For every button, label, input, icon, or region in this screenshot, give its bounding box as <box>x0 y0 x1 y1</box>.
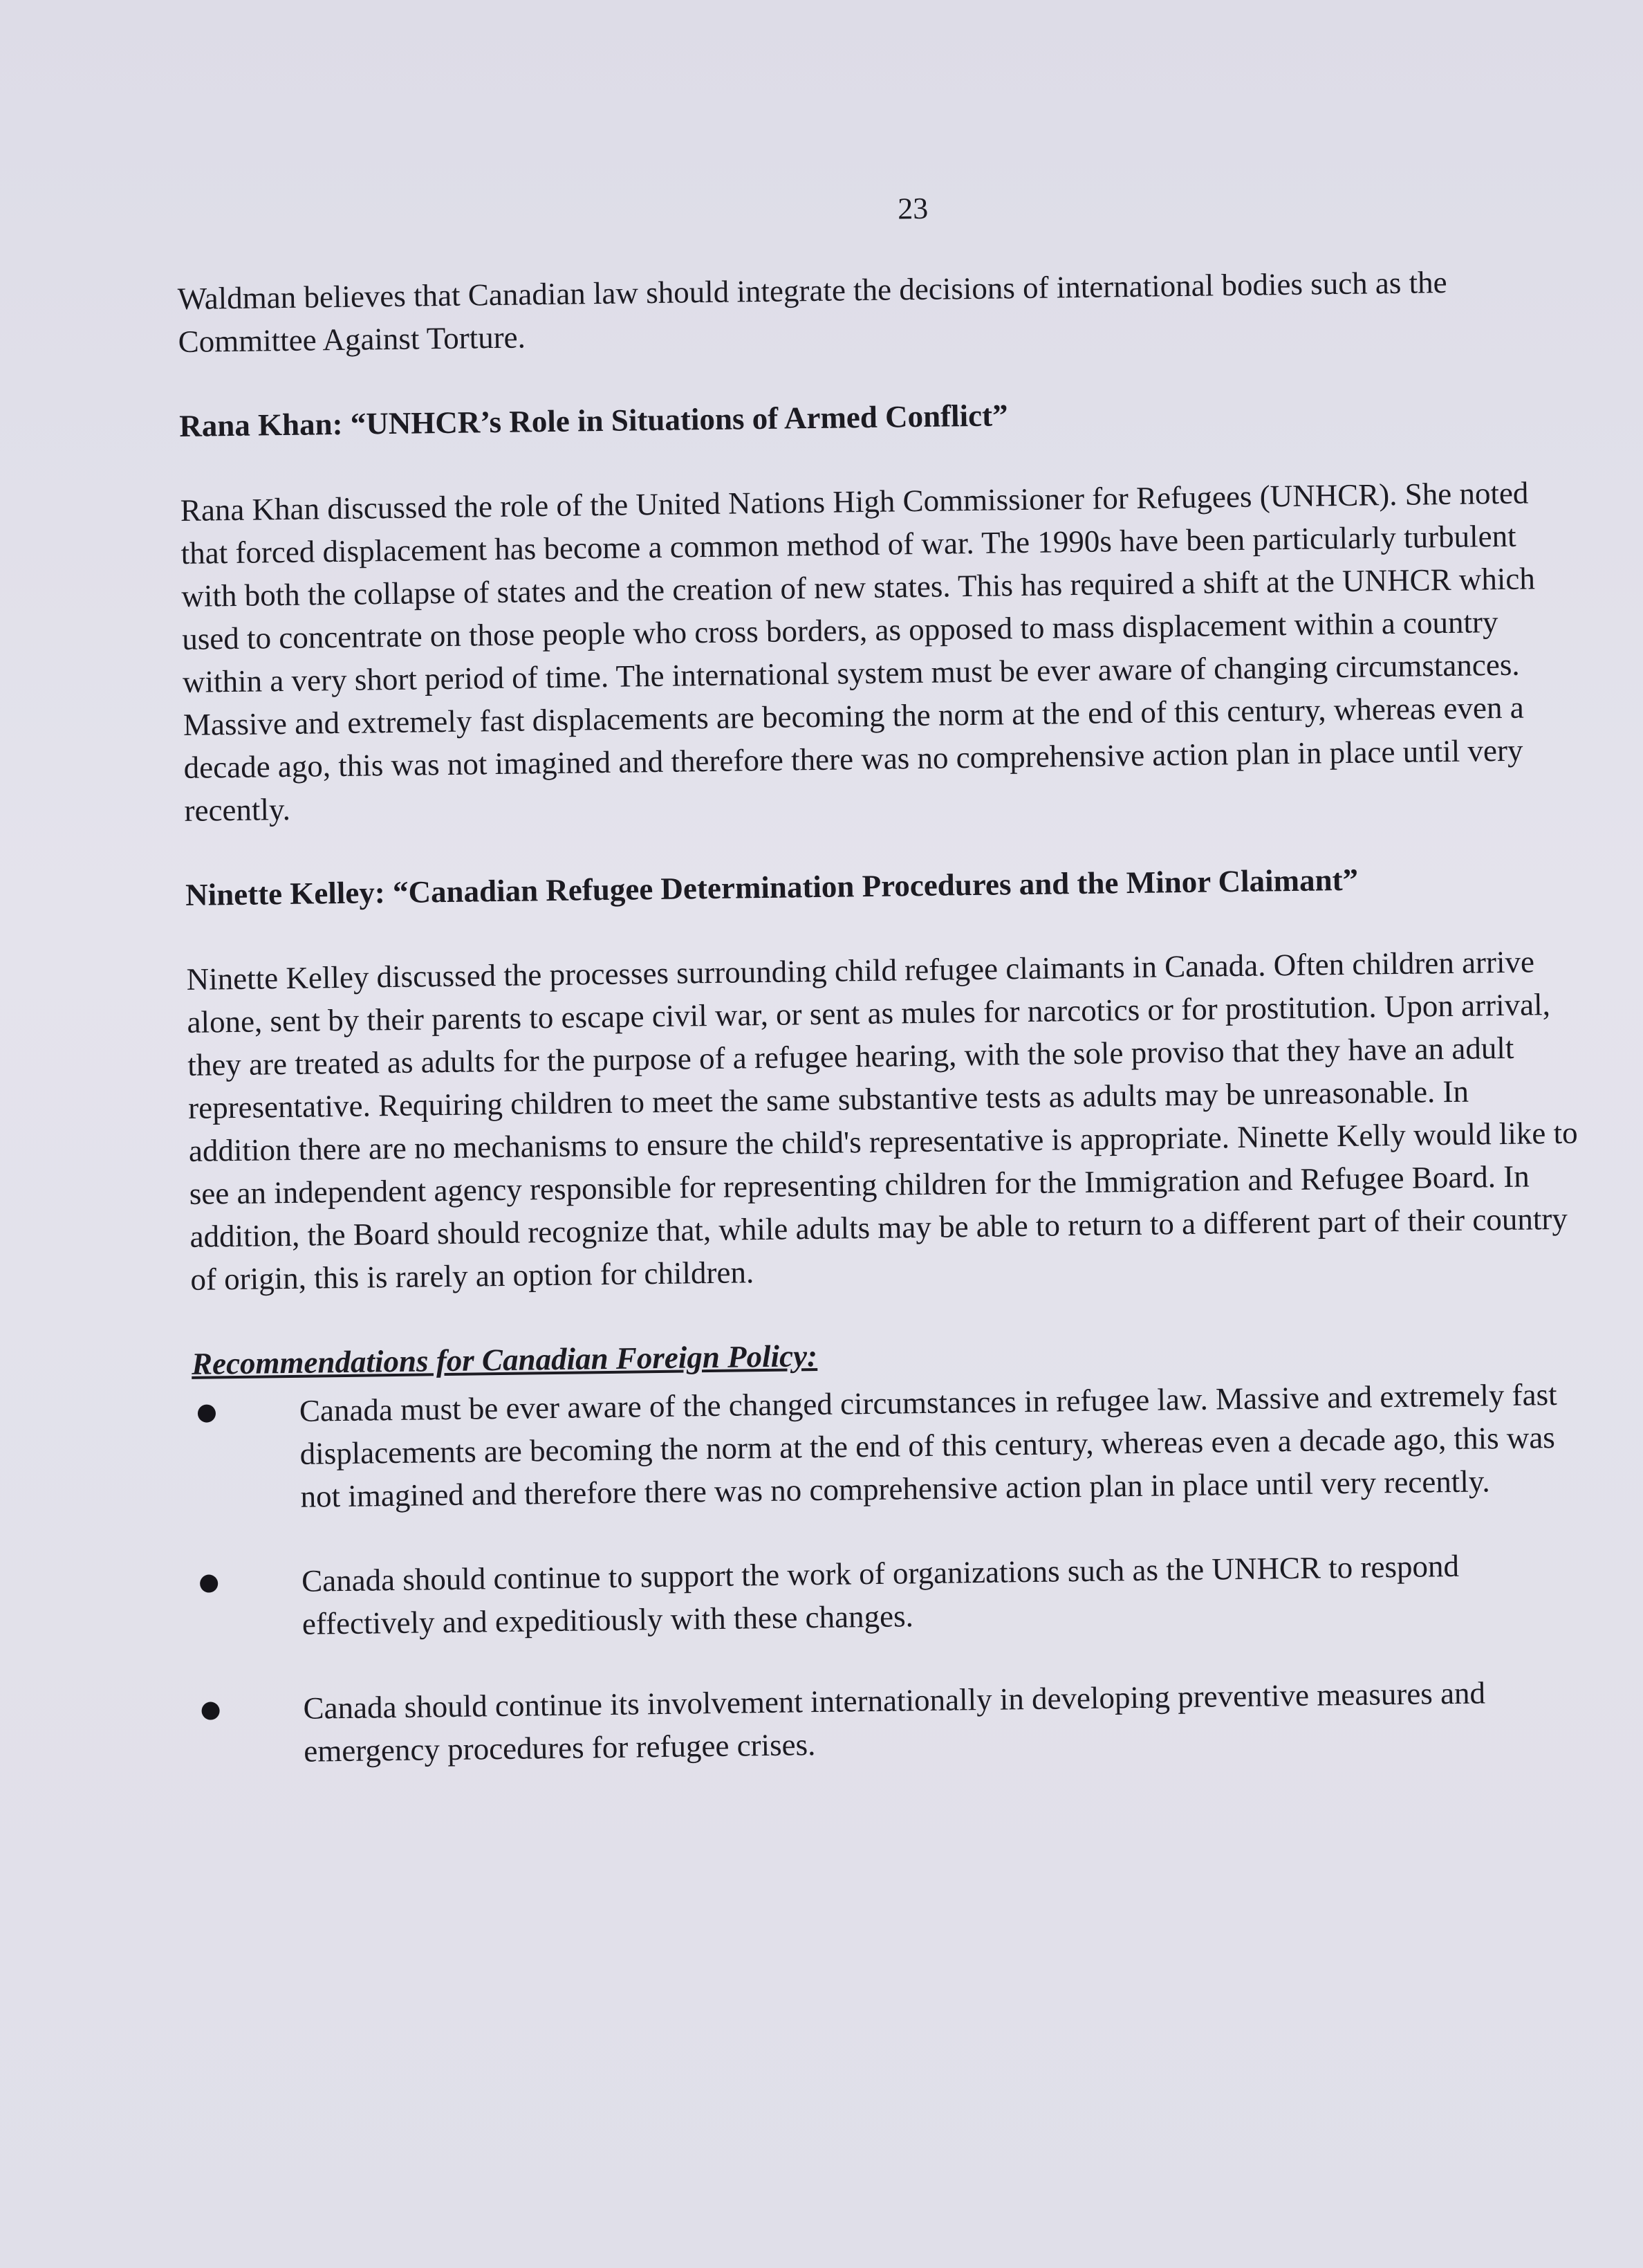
bullet-icon <box>200 1574 218 1592</box>
recommendation-text: Canada must be ever aware of the changed circumstances in refugee law. Massive and extremely fast displacements are becoming the norm at the end of this century, whereas even a decade ago, this was not imagined and therefore there was no comprehensive action plan in place until very recently. <box>299 1377 1557 1514</box>
recommendations-heading: Recommendations for Canadian Foreign Policy: <box>191 1338 818 1381</box>
intro-paragraph: Waldman believes that Canadian law should integrate the decisions of international bodies such as the Committee Against Torture. <box>177 264 1447 359</box>
recommendation-item <box>194 1543 1585 1647</box>
page-number: 23 <box>897 191 929 226</box>
section-body-ninette-kelley: Ninette Kelley discussed the processes surrounding child refugee claimants in Canada. Often children arrive alone, sent by their parents to escape civil war, or sent as mules for narcotics or for prostitution. Upon arrival, they are treated as adults for the purpose of a refugee hearing, with the sole proviso that they have an adult representative. Requiring children to meet the same substantive tests as adults may be unreasonable. In addition there are no mechanisms to ensure the child's representative is appropriate. Ninette Kelly would like to see an independent agency responsible for representing children for the Immigration and Refugee Board. In addition, the Board should recognize that, while adults may be able to return to a different part of their country of origin, this is rarely an option for children. <box>186 944 1578 1297</box>
recommendations-list <box>192 1373 1587 1774</box>
recommendation-text: Canada should continue its involvement internationally in developing preventive measures and emergency procedures for refugee crises. <box>303 1675 1486 1769</box>
bullet-icon <box>201 1702 219 1720</box>
recommendation-item <box>192 1373 1584 1520</box>
section-body-rana-khan: Rana Khan discussed the role of the United Nations High Commissioner for Refugees (UNHCR). She noted that forced displacement has become a common method of war. The 1990s have been particularly turbulent with both the collapse of states and the creation of new states. This has required a shift at the UNHCR which used to concentrate on those people who cross borders, as opposed to mass displacement within a country within a very short period of time. The international system must be ever aware of changing circumstances. Massive and extremely fast displacements are becoming the norm at the end of this century, whereas even a decade ago, this was not imagined and therefore there was no comprehensive action plan in place until very recently. <box>180 475 1536 828</box>
section-heading-ninette-kelley: Ninette Kelley: “Canadian Refugee Determination Procedures and the Minor Claimant” <box>185 862 1359 912</box>
bullet-icon <box>198 1404 216 1422</box>
recommendation-item <box>196 1670 1586 1774</box>
section-heading-rana-khan: Rana Khan: “UNHCR’s Role in Situations of Armed Conflict” <box>178 398 1008 443</box>
page-content <box>176 183 1587 1816</box>
recommendation-text: Canada should continue to support the work of organizations such as the UNHCR to respond effectively and expeditiously with these changes. <box>301 1548 1460 1641</box>
